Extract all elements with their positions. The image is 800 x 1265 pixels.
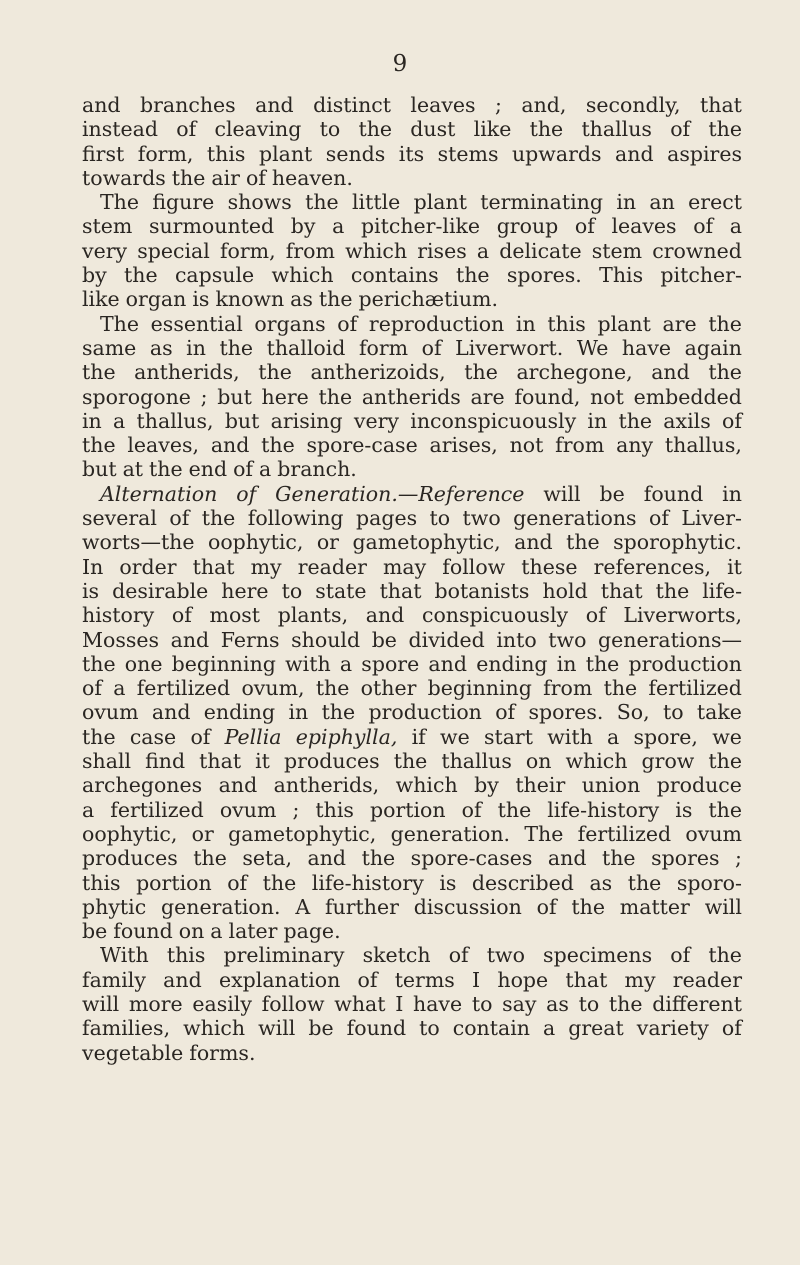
text-line: like organ is known as the perichætium. bbox=[82, 287, 499, 312]
text-line: of a fertilized ovum, the other beginning from the fertilized bbox=[82, 676, 742, 701]
text-line: instead of cleaving to the dust like the thallus of the bbox=[82, 117, 742, 142]
text-line: phytic generation. A further discussion of the matter will bbox=[82, 894, 742, 919]
text-line: The figure shows the little plant terminating in an erect bbox=[100, 190, 742, 215]
text-line: Alternation of Generation.—Reference will be found in bbox=[100, 481, 742, 506]
text-line: a fertilized ovum ; this portion of the life-history is the bbox=[82, 797, 742, 822]
text-line: In order that my reader may follow these references, it bbox=[82, 554, 742, 579]
text-line: first form, this plant sends its stems upwards and aspires bbox=[82, 141, 742, 166]
text-line: this portion of the life-history is described as the sporo- bbox=[82, 870, 742, 895]
text-line: families, which will be found to contain a great variety of bbox=[82, 1016, 742, 1041]
text-line: in a thallus, but arising very inconspicuously in the axils of bbox=[82, 408, 742, 433]
text-line: the leaves, and the spore-case arises, not from any thallus, bbox=[82, 433, 742, 458]
text-line: will more easily follow what I have to say as to the different bbox=[82, 991, 742, 1016]
text-line: With this preliminary sketch of two specimens of the bbox=[100, 943, 742, 968]
text-line: history of most plants, and conspicuously of Liverworts, bbox=[82, 603, 742, 628]
text-line: be found on a later page. bbox=[82, 919, 341, 944]
text-line: the one beginning with a spore and ending in the production bbox=[82, 651, 742, 676]
text-line: and branches and distinct leaves ; and, secondly, that bbox=[82, 93, 742, 117]
text-line: ovum and ending in the production of spores. So, to take bbox=[82, 700, 742, 725]
text-line: by the capsule which contains the spores. This pitcher- bbox=[82, 263, 742, 288]
text-line: vegetable forms. bbox=[82, 1040, 256, 1065]
text-line: same as in the thalloid form of Liverwort. We have again bbox=[82, 335, 742, 360]
text-line: sporogone ; but here the antherids are found, not embedded bbox=[82, 384, 742, 409]
text-line: oophytic, or gametophytic, generation. The fertilized ovum bbox=[82, 821, 742, 846]
text-line: very special form, from which rises a delicate stem crowned bbox=[82, 238, 742, 263]
text-line: Mosses and Ferns should be divided into two generations— bbox=[82, 627, 742, 652]
text-line: The essential organs of reproduction in this plant are the bbox=[100, 311, 742, 336]
text-line: archegones and antherids, which by their union produce bbox=[82, 773, 742, 798]
text-line: produces the seta, and the spore-cases and the spores ; bbox=[82, 846, 742, 871]
text-line: the case of Pellia epiphylla, if we start with a spore, we bbox=[82, 724, 742, 749]
text-line: stem surmounted by a pitcher-like group of leaves of a bbox=[82, 214, 742, 239]
body-text bbox=[82, 93, 742, 1065]
text-line: but at the end of a branch. bbox=[82, 457, 357, 482]
text-line: is desirable here to state that botanists hold that the life- bbox=[82, 578, 742, 603]
text-line: worts—the oophytic, or gametophytic, and the sporophytic. bbox=[82, 530, 742, 555]
text-line: family and explanation of terms I hope that my reader bbox=[82, 967, 742, 992]
text-line: the antherids, the antherizoids, the archegone, and the bbox=[82, 360, 742, 385]
text-line: several of the following pages to two generations of Liver- bbox=[82, 506, 742, 531]
text-line: shall find that it produces the thallus on which grow the bbox=[82, 749, 742, 774]
text-line: towards the air of heaven. bbox=[82, 165, 353, 190]
page-number: 9 bbox=[392, 51, 408, 77]
